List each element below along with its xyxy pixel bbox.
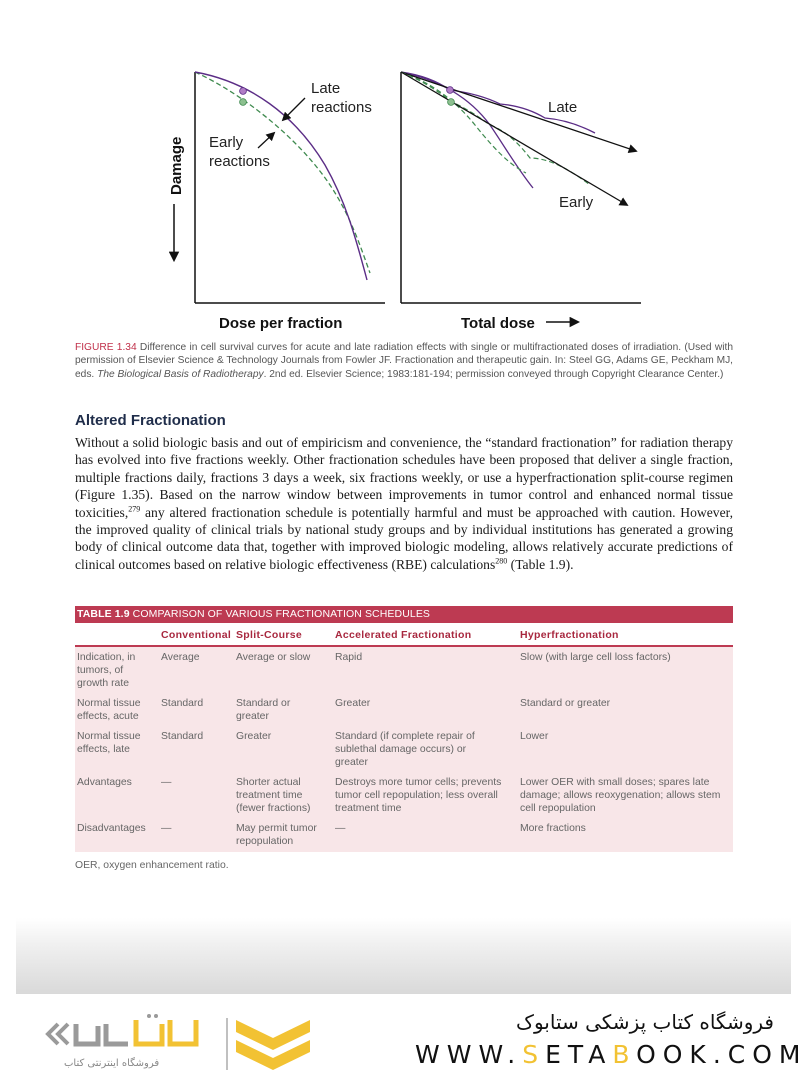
early-label-2: reactions bbox=[209, 153, 270, 170]
store-name: فروشگاه کتاب پزشکی ستابوک bbox=[516, 1010, 774, 1034]
logo-letters-yellow bbox=[136, 1020, 196, 1044]
double-chevron-icon bbox=[48, 1024, 68, 1044]
col-header-split-course: Split-Course bbox=[236, 629, 303, 641]
table-footnote: OER, oxygen enhancement ratio. bbox=[75, 860, 229, 871]
table-cell: Rapid bbox=[335, 652, 363, 663]
table-label: TABLE 1.9 bbox=[77, 608, 130, 620]
reference-279[interactable]: 279 bbox=[128, 504, 141, 514]
early-label: Early bbox=[209, 134, 244, 151]
chevron-mark-icon bbox=[236, 1020, 310, 1070]
late-marker-right bbox=[447, 87, 454, 94]
table-cell: Standard or greater bbox=[236, 698, 291, 722]
row-header: Normal tissue effects, late bbox=[77, 731, 141, 755]
body-paragraph bbox=[75, 434, 733, 573]
early-marker bbox=[240, 99, 247, 106]
early-trend-arrow bbox=[401, 72, 627, 205]
x-axis-label-left: Dose per fraction bbox=[219, 315, 343, 332]
early-arrow bbox=[258, 133, 274, 148]
late-marker bbox=[240, 88, 247, 95]
logo-letters-grey bbox=[76, 1024, 128, 1044]
table-cell: — bbox=[335, 823, 346, 834]
url-highlight-b: B bbox=[612, 1040, 637, 1069]
url-highlight-s: S bbox=[522, 1040, 546, 1069]
row-header: Disadvantages bbox=[77, 823, 146, 834]
right-panel bbox=[401, 72, 641, 332]
table-cell: More fractions bbox=[520, 823, 586, 834]
table-cell: Average bbox=[161, 652, 200, 663]
store-url[interactable] bbox=[415, 1040, 807, 1069]
table-title-bar bbox=[75, 606, 733, 623]
late-single-curve bbox=[401, 72, 533, 188]
late-arrow bbox=[283, 98, 305, 120]
col-header-conventional: Conventional bbox=[161, 629, 232, 641]
y-axis-label: Damage bbox=[168, 136, 185, 195]
late-label-right: Late bbox=[548, 99, 578, 116]
table-cell: Average or slow bbox=[236, 652, 311, 663]
url-suffix: OOK.COM bbox=[636, 1040, 807, 1069]
table-cell: Standard bbox=[161, 731, 204, 742]
caption-text: Difference in cell survival curves for acute and late radiation effects with single or multifractionated doses of irradiation. (Used with permission of Elsevier Science & Technology Journals from Fowler JF. Fractionation and therapeutic gain. In: Steel GG, Adams GE, Peckham MJ, eds. bbox=[75, 342, 733, 380]
paragraph-part-3: (Table 1.9). bbox=[507, 556, 574, 572]
caption-text-end: . 2nd ed. Elsevier Science; 1983:181-194; permission conveyed through Copyright Clearance Center.) bbox=[263, 368, 724, 380]
table-cell: Greater bbox=[236, 731, 272, 742]
table-cell: — bbox=[161, 777, 172, 788]
row-header: Advantages bbox=[77, 777, 132, 788]
table-cell: Shorter actual treatment time (fewer fractions) bbox=[236, 777, 311, 814]
table-title: COMPARISON OF VARIOUS FRACTIONATION SCHEDULES bbox=[132, 608, 431, 620]
reference-280[interactable]: 280 bbox=[495, 556, 508, 566]
paragraph-part-1: Without a solid biologic basis and out of empiricism and convenience, the “standard fractionation” for radiation therapy has evolved into five fractions weekly. Other fractionation schedules have been proposed that deliver a single fraction, multiple fractions daily, fractions 3 days a week, six fractions weekly, or use a hyperfractionation split-course regimen (Figure 1.35). Based on the narrow window between improvements in tumor control and enhanced normal tissue toxicities, bbox=[75, 435, 733, 520]
row-header: Indication, in tumors, of growth rate bbox=[77, 652, 136, 689]
row-header: Normal tissue effects, acute bbox=[77, 698, 141, 722]
late-label: Late bbox=[311, 80, 341, 97]
early-label-right: Early bbox=[559, 194, 594, 211]
early-marker-right bbox=[448, 99, 455, 106]
paragraph-part-2: any altered fractionation schedule is potentially harmful and must be approached with caution. However, the improved quality of clinical trials by national study groups and by individual institutions has generated a growing body of clinical outcome data that, together with improved biologic modeling, allows relatively accurate predictions of clinical outcomes based on relative biologic effectiveness (RBE) calculations bbox=[75, 504, 733, 572]
figure-1-34 bbox=[0, 0, 807, 340]
table-cell: Destroys more tumor cells; prevents tumor cell repopulation; less overall treatment time bbox=[335, 777, 502, 814]
table-cell: — bbox=[161, 823, 172, 834]
x-axis-label-right: Total dose bbox=[461, 315, 535, 332]
logo-subtitle: فروشگاه اینترنتی کتاب bbox=[64, 1058, 160, 1069]
left-panel bbox=[168, 72, 385, 332]
table-cell: Lower bbox=[520, 731, 549, 742]
table-cell: Standard bbox=[161, 698, 204, 709]
table-cell: Lower OER with small doses; spares late damage; allows reoxygenation; allows stem cell repopulation bbox=[520, 777, 721, 814]
table-cell: May permit tumor repopulation bbox=[236, 823, 317, 847]
late-trend-arrow bbox=[401, 72, 636, 151]
url-prefix: WWW. bbox=[415, 1040, 523, 1069]
url-eta: ETA bbox=[545, 1040, 613, 1069]
table-body bbox=[75, 647, 733, 852]
table-cell: Greater bbox=[335, 698, 371, 709]
page-bottom-shadow bbox=[16, 918, 791, 994]
col-header-hyperfractionation: Hyperfractionation bbox=[520, 629, 619, 641]
section-heading: Altered Fractionation bbox=[75, 412, 226, 429]
caption-book-title: The Biological Basis of Radiotherapy bbox=[97, 368, 264, 380]
late-label-2: reactions bbox=[311, 99, 372, 116]
table-1-9 bbox=[75, 606, 733, 852]
col-header-accelerated: Accelerated Fractionation bbox=[335, 629, 472, 641]
table-cell: Slow (with large cell loss factors) bbox=[520, 652, 671, 663]
table-cell: Standard or greater bbox=[520, 698, 611, 709]
table-column-headers bbox=[75, 623, 733, 647]
figure-caption bbox=[75, 341, 733, 381]
figure-label: FIGURE 1.34 bbox=[75, 342, 137, 353]
table-cell: Standard (if complete repair of sublethal damage occurs) or greater bbox=[335, 731, 475, 768]
early-single-curve bbox=[401, 72, 526, 173]
